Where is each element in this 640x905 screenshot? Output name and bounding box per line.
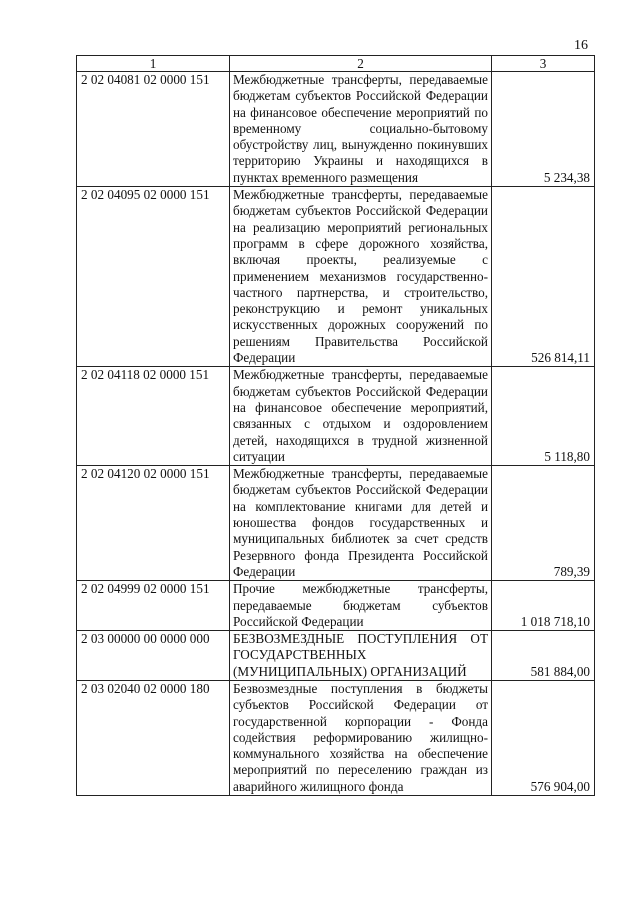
budget-code: 2 02 04118 02 0000 151 bbox=[77, 367, 230, 466]
header-row bbox=[77, 56, 595, 72]
item-amount: 5 234,38 bbox=[492, 72, 595, 187]
table-row bbox=[77, 466, 595, 581]
table-row bbox=[77, 631, 595, 681]
item-description: Межбюджетные трансферты, передаваемые бюджетам субъектов Российской Федерации на финансовое обеспечение мероприятий, связанных с отдыхом и оздоровлением детей, находящихся в трудной жизненной ситуации bbox=[230, 367, 492, 466]
table-row bbox=[77, 581, 595, 631]
item-amount: 1 018 718,10 bbox=[492, 581, 595, 631]
item-amount: 526 814,11 bbox=[492, 187, 595, 367]
budget-code: 2 02 04120 02 0000 151 bbox=[77, 466, 230, 581]
table-row bbox=[77, 367, 595, 466]
budget-code: 2 02 04081 02 0000 151 bbox=[77, 72, 230, 187]
budget-code: 2 02 04999 02 0000 151 bbox=[77, 581, 230, 631]
budget-code: 2 02 04095 02 0000 151 bbox=[77, 187, 230, 367]
item-description: Безвозмездные поступления в бюджеты субъектов Российской Федерации от государственной корпорации - Фонда содействия реформированию жилищно-коммунального хозяйства на обеспечение мероприятий по переселению граждан из аварийного жилищного фонда bbox=[230, 680, 492, 795]
budget-code: 2 03 00000 00 0000 000 bbox=[77, 631, 230, 681]
item-description: БЕЗВОЗМЕЗДНЫЕ ПОСТУПЛЕНИЯ ОТ ГОСУДАРСТВЕННЫХ (МУНИЦИПАЛЬНЫХ) ОРГАНИЗАЦИЙ bbox=[230, 631, 492, 681]
item-amount: 581 884,00 bbox=[492, 631, 595, 681]
column-header-amount: 3 bbox=[492, 56, 595, 72]
table-row bbox=[77, 72, 595, 187]
item-description: Прочие межбюджетные трансферты, передаваемые бюджетам субъектов Российской Федерации bbox=[230, 581, 492, 631]
page-number: 16 bbox=[574, 38, 588, 53]
item-description: Межбюджетные трансферты, передаваемые бюджетам субъектов Российской Федерации на комплектование книгами для детей и юношества фондов государственных и муниципальных библиотек за счет средств Резервного фонда Президента Российской Федерации bbox=[230, 466, 492, 581]
item-description: Межбюджетные трансферты, передаваемые бюджетам субъектов Российской Федерации на финансовое обеспечение мероприятий по временному социально-бытовому обустройству лиц, вынужденно покинувших территорию Украины и находящихся в пунктах временного размещения bbox=[230, 72, 492, 187]
budget-code: 2 03 02040 02 0000 180 bbox=[77, 680, 230, 795]
item-amount: 576 904,00 bbox=[492, 680, 595, 795]
budget-table bbox=[76, 55, 595, 796]
column-header-code: 1 bbox=[77, 56, 230, 72]
item-amount: 5 118,80 bbox=[492, 367, 595, 466]
item-amount: 789,39 bbox=[492, 466, 595, 581]
table-row bbox=[77, 680, 595, 795]
item-description: Межбюджетные трансферты, передаваемые бюджетам субъектов Российской Федерации на реализацию мероприятий региональных программ в сфере дорожного хозяйства, включая проекты, реализуемые с применением механизмов государственно-частного партнерства, и строительство, реконструкцию и ремонт уникальных искусственных дорожных сооружений по решениям Правительства Российской Федерации bbox=[230, 187, 492, 367]
table-row bbox=[77, 187, 595, 367]
column-header-description: 2 bbox=[230, 56, 492, 72]
